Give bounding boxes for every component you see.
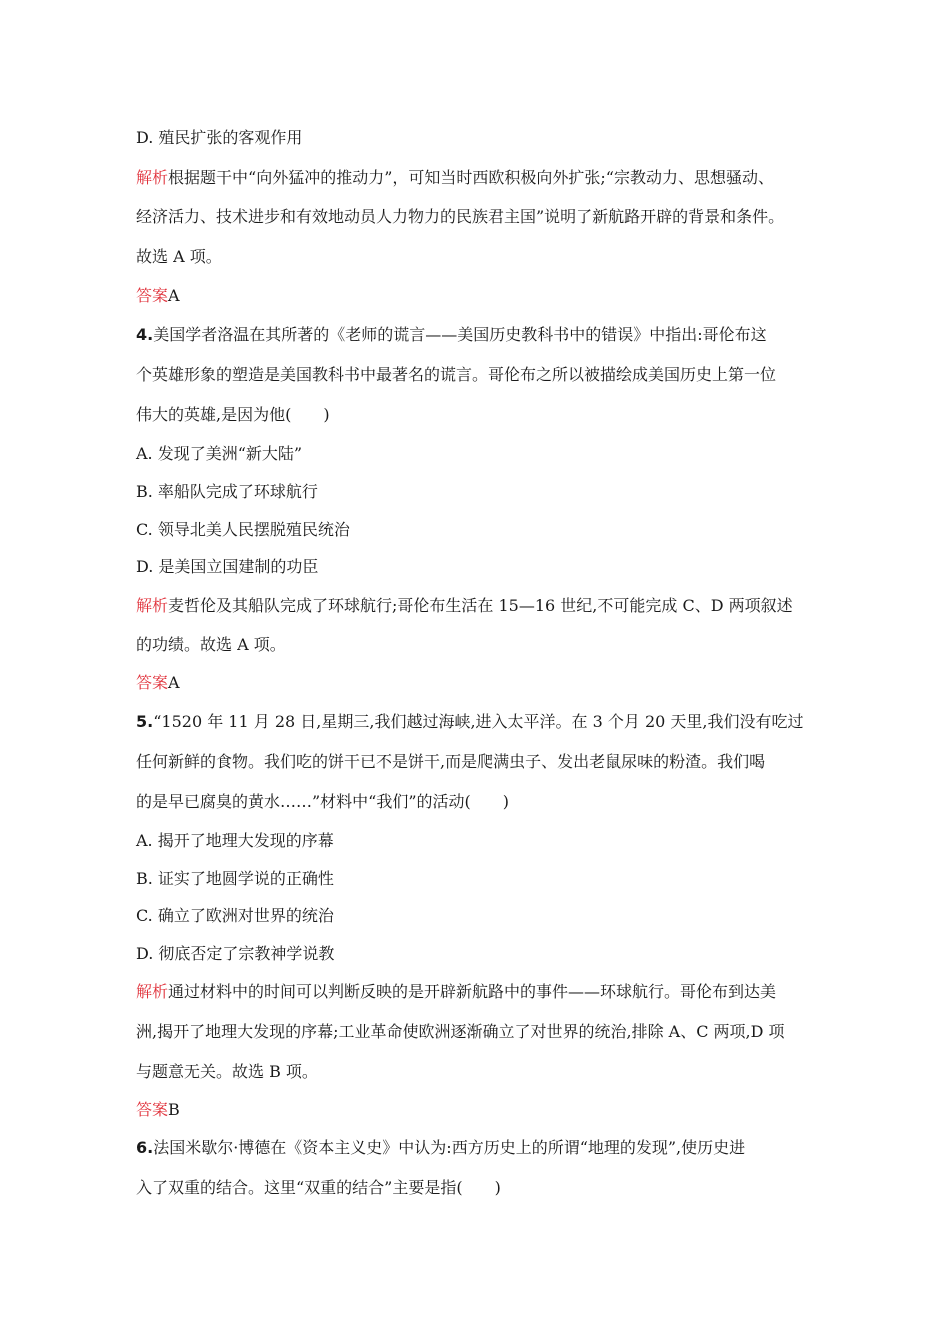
q6-number: 6. xyxy=(136,1138,154,1157)
q4-answer-label: 答案 xyxy=(136,673,169,692)
q6-stem-line-1: 6.法国米歇尔·博德在《资本主义史》中认为:西方历史上的所谓“地理的发现”,使历史进 xyxy=(136,1138,746,1157)
q3-option-d: D. 殖民扩张的客观作用 xyxy=(136,128,303,147)
q5-analysis-line-2: 洲,揭开了地理大发现的序幕;工业革命使欧洲逐渐确立了对世界的统治,排除 A、C 两项,D 项 xyxy=(136,1022,785,1041)
q5-analysis-line-1: 解析通过材料中的时间可以判断反映的是开辟新航路中的事件——环球航行。哥伦布到达美 xyxy=(136,982,777,1001)
q4-answer-value: A xyxy=(168,673,180,692)
q5-answer xyxy=(136,1100,180,1120)
q4-stem-line-2: 个英雄形象的塑造是美国教科书中最著名的谎言。哥伦布之所以被描绘成美国历史上第一位 xyxy=(136,365,777,384)
q3-analysis-label: 解析 xyxy=(136,168,169,187)
q5-option-b: B. 证实了地圆学说的正确性 xyxy=(136,869,334,888)
q5-option-c: C. 确立了欧洲对世界的统治 xyxy=(136,906,334,925)
q4-option-b: B. 率船队完成了环球航行 xyxy=(136,482,318,501)
q5-stem-line-2: 任何新鲜的食物。我们吃的饼干已不是饼干,而是爬满虫子、发出老鼠尿味的粉渣。我们喝 xyxy=(136,752,766,771)
q5-answer-label: 答案 xyxy=(136,1100,169,1119)
q3-answer-label: 答案 xyxy=(136,286,169,305)
q5-option-d: D. 彻底否定了宗教神学说教 xyxy=(136,944,335,963)
q4-stem-line-1: 4.美国学者洛温在其所著的《老师的谎言——美国历史教科书中的错误》中指出:哥伦布这 xyxy=(136,325,767,344)
q3-answer xyxy=(136,286,180,306)
q4-analysis-line-1: 解析麦哲伦及其船队完成了环球航行;哥伦布生活在 15—16 世纪,不可能完成 C、D 两项叙述 xyxy=(136,596,793,615)
q4-number: 4. xyxy=(136,325,154,344)
q4-answer xyxy=(136,673,180,693)
q3-analysis-line-2: 经济活力、技术进步和有效地动员人力物力的民族君主国”说明了新航路开辟的背景和条件。 xyxy=(136,207,785,226)
q5-answer-value: B xyxy=(168,1100,180,1119)
q6-stem-line-2: 入了双重的结合。这里“双重的结合”主要是指( ) xyxy=(136,1178,501,1197)
q3-answer-value: A xyxy=(168,286,180,305)
q4-option-c: C. 领导北美人民摆脱殖民统治 xyxy=(136,520,350,539)
q5-analysis-label: 解析 xyxy=(136,982,169,1001)
q3-analysis-line-1: 解析根据题干中“向外猛冲的推动力”，可知当时西欧积极向外扩张;“宗教动力、思想骚动、 xyxy=(136,168,774,187)
q5-number: 5. xyxy=(136,712,154,731)
q4-option-d: D. 是美国立国建制的功臣 xyxy=(136,557,319,576)
q5-option-a: A. 揭开了地理大发现的序幕 xyxy=(136,831,334,850)
q4-analysis-line-2: 的功绩。故选 A 项。 xyxy=(136,635,286,654)
q4-analysis-label: 解析 xyxy=(136,596,169,615)
q5-analysis-line-3: 与题意无关。故选 B 项。 xyxy=(136,1062,318,1081)
q3-analysis-line-3: 故选 A 项。 xyxy=(136,247,222,266)
q4-option-a: A. 发现了美洲“新大陆” xyxy=(136,444,303,463)
q4-stem-line-3: 伟大的英雄,是因为他( ) xyxy=(136,405,330,424)
q5-stem-line-3: 的是早已腐臭的黄水……”材料中“我们”的活动( ) xyxy=(136,792,510,811)
q5-stem-line-1: 5.“1520 年 11 月 28 日,星期三,我们越过海峡,进入太平洋。在 3 个月 20 天里,我们没有吃过 xyxy=(136,712,804,731)
